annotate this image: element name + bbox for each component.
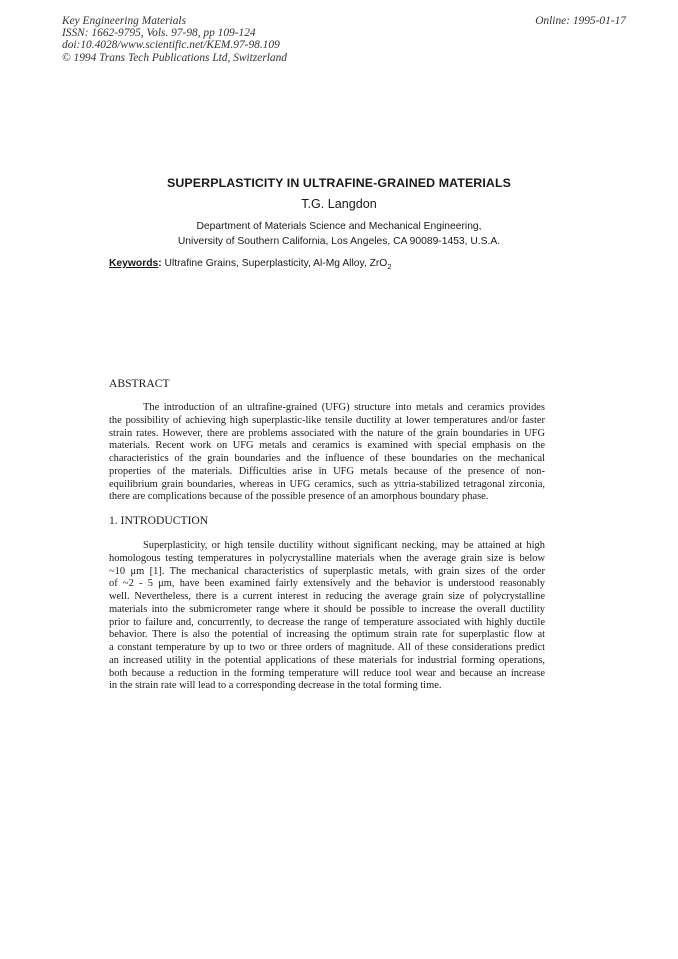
paragraph-line: well. Nevertheless, there is a current interest in reducing the average grain size of polycrystalline <box>109 591 545 602</box>
keywords-text: Ultrafine Grains, Superplasticity, Al-Mg Alloy, ZrO <box>164 258 388 269</box>
paragraph-line: materials into the submicrometer range where it should be possible to increase the overall ductility <box>109 603 545 615</box>
affiliation <box>0 220 678 249</box>
paragraph-line: there are complications because of the possible presence of an amorphous boundary phase. <box>109 491 489 503</box>
paragraph-line: both because a reduction in the forming temperature will reduce tool wear and because an increase <box>109 667 545 679</box>
introduction-heading: 1. INTRODUCTION <box>109 514 209 527</box>
keywords <box>109 258 392 271</box>
journal-name: Key Engineering Materials <box>62 15 187 27</box>
paragraph-line: the possibility of achieving high superplastic-like tensile ductility at lower temperatures and/or faster <box>109 414 545 426</box>
keywords-label: Keywords <box>109 258 159 269</box>
abstract-body <box>109 402 545 504</box>
paper-title: SUPERPLASTICITY IN ULTRAFINE-GRAINED MATERIALS <box>167 176 511 190</box>
citation-header <box>62 15 287 64</box>
paragraph-line: prior to failure and, concurrently, to decrease the range of temperature associated with highly ductile <box>109 616 545 628</box>
affiliation-line-1: Department of Materials Science and Mechanical Engineering, <box>196 221 482 232</box>
paragraph-line: in the strain rate will lead to a corresponding decrease in the total forming time. <box>109 680 442 692</box>
paragraph-line: materials. Recent work on UFG metals and ceramics is examined with special emphasis on the <box>109 440 545 452</box>
abstract-heading: ABSTRACT <box>109 377 170 390</box>
paragraph-line: The introduction of an ultrafine-grained (UFG) structure into metals and ceramics provides <box>143 402 545 413</box>
paragraph-line: properties of the materials. Difficulties arise in UFG metals because of the presence of non- <box>109 465 545 477</box>
paragraph-line: a constant temperature by up to two or three orders of magnitude. All of these considerations predict <box>109 642 545 653</box>
paragraph-line: homologous testing temperatures in polycrystalline materials when the average grain size is below <box>109 552 545 564</box>
introduction-body <box>109 540 545 693</box>
issn-line: ISSN: 1662-9795, Vols. 97-98, pp 109-124 <box>62 27 256 40</box>
paragraph-line: Superplasticity, or high tensile ductility without significant necking, may be attained at high <box>143 540 545 551</box>
online-date: Online: 1995-01-17 <box>535 15 626 27</box>
paragraph-line: characteristics of the grain boundaries and the influence of these boundaries on the mechanical <box>109 453 545 464</box>
paragraph-line: strain rates. However, there are problems associated with the nature of the grain boundaries in UFG <box>109 427 545 439</box>
copyright-line: © 1994 Trans Tech Publications Ltd, Switzerland <box>62 51 287 64</box>
paragraph-line: equilibrium grain boundaries, whereas in UFG ceramics, such as yttria-stabilized tetragonal zirconia, <box>109 478 545 490</box>
doi-line[interactable]: doi:10.4028/www.scientific.net/KEM.97-98.109 <box>62 39 280 52</box>
paragraph-line: ~10 μm [1]. The mechanical characteristics of superplastic metals, with grain sizes of the order <box>109 565 545 577</box>
author-name: T.G. Langdon <box>301 197 377 211</box>
keywords-colon: : <box>158 258 162 269</box>
keywords-subscript: 2 <box>387 262 392 272</box>
paragraph-line: behavior. There is also the potential of increasing the optimum strain rate for superplastic flow at <box>109 629 545 641</box>
paragraph-line: of ~2 - 5 μm, have been examined fairly extensively and the behavior is understood reasonably <box>109 578 545 590</box>
paragraph-line: an increased utility in the potential applications of these materials for industrial forming operations, <box>109 654 545 666</box>
affiliation-line-2: University of Southern California, Los Angeles, CA 90089-1453, U.S.A. <box>177 235 501 247</box>
